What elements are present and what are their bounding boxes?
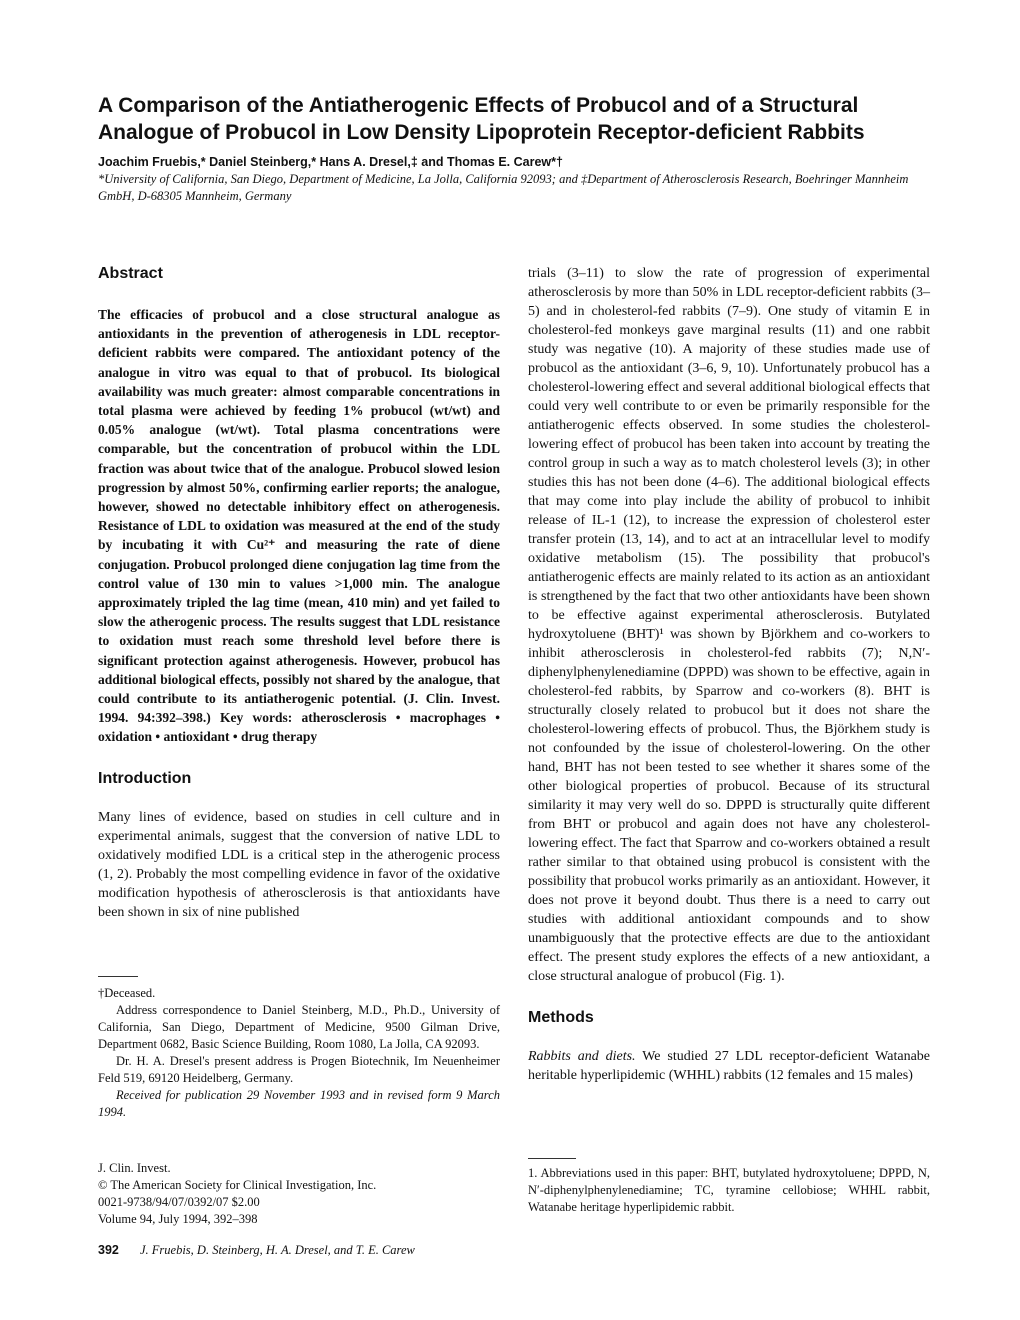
journal-name: J. Clin. Invest.: [98, 1161, 171, 1175]
abbreviations-footnote: 1. Abbreviations used in this paper: BHT, butylated hydroxytoluene; DPPD, N, N′-diphenylphenylenediamine; TC, tyramine cellobiose; WHHL rabbit, Watanabe heritage hyperlipidemic rabbit.: [528, 1166, 930, 1214]
footnote-dresel-address: Dr. H. A. Dresel's present address is Progen Biotechnik, Im Neuenheimer Feld 519, 69120 Heidelberg, Germany.: [98, 1054, 500, 1085]
footnote-rule-right: [528, 1158, 576, 1159]
copyright-line: © The American Society for Clinical Investigation, Inc.: [98, 1178, 377, 1192]
left-footnotes: [98, 976, 500, 1121]
abstract-heading: Abstract: [98, 265, 163, 282]
footnote-rule: [98, 976, 138, 977]
article-title: A Comparison of the Antiatherogenic Effects of Probucol and of a Structural Analogue of Probucol in Low Density Lipoprotein Receptor-deficient Rabbits: [98, 94, 865, 144]
page-footer: [98, 1243, 415, 1258]
left-column: [98, 264, 500, 922]
right-footnote: [528, 1158, 930, 1216]
footnote-received: Received for publication 29 November 1993 and in revised form 9 March 1994.: [98, 1088, 500, 1119]
methods-paragraph: We studied 27 LDL receptor-deficient Watanabe heritable hyperlipidemic (WHHL) rabbits (12 females and 15 males): [528, 1049, 930, 1083]
methods-subheading: Rabbits and diets.: [528, 1049, 636, 1064]
introduction-continued-text: trials (3–11) to slow the rate of progression of experimental atherosclerosis by more than 50% in LDL receptor-deficient rabbits (3–5) and in cholesterol-fed rabbits (7–9). One study of vitamin E in cholesterol-fed monkeys gave marginal results (11) and one rabbit study was negative (10). A majority of these studies made use of probucol as the antioxidant (3–6, 9, 10). Unfortunately probucol has a cholesterol-lowering effect and several additional biological effects that could very well contribute to or even be primarily responsible for the antiatherogenic effects observed. In some studies the cholesterol-lowering effect of probucol has been taken into account by treating the control group in such a way as to match cholesterol levels (3); in other studies this has not been done (4–6). The additional biological effects that may come into play include the ability of probucol to inhibit release of IL-1 (12), to increase the expression of cholesterol ester transfer protein (13, 14), and to act at an intracellular level to modify oxidative metabolism (15). The possibility that probucol's antiatherogenic effects are mainly related to its action as an antioxidant is strengthened by the fact that two other antioxidants have been shown to be effective against experimental atherosclerosis. Butylated hydroxytoluene (BHT)¹ was shown by Björkhem and co-workers to inhibit atherosclerosis in cholesterol-fed rabbits (7); N,N′-diphenylphenylenediamine (DPPD) was shown to be effective, again in cholesterol-fed rabbits, by Sparrow and co-workers (8). BHT is structurally closely related to probucol but it does not share the cholesterol-lowering effects of probucol. Thus, the Björkhem study is not confounded by the issue of cholesterol-lowering. On the other hand, BHT has not been tested to see whether it shares some of the other biological properties of probucol. Because of its structural similarity it may very well do so. DPPD is structurally quite different from BHT or probucol and again does not have any cholesterol-lowering effect. The fact that Sparrow and co-workers obtained a result rather similar to that obtained using probucol is consistent with the possibility that probucol works primarily as an antioxidant. However, it does not prove it beyond doubt. Thus there is a need to carry out studies with additional antioxidant compounds and to show unambiguously that the protective effects are due to the antioxidant effect. The present study explores the effects of a new antioxidant, a close structural analogue of probucol (Fig. 1).: [528, 266, 930, 984]
author-affiliations: *University of California, San Diego, Department of Medicine, La Jolla, California 92093; and ‡Department of Atherosclerosis Research, Boehringer Mannheim GmbH, D-68305 Mannheim, Germany: [98, 172, 909, 203]
running-head: J. Fruebis, D. Steinberg, H. A. Dresel, and T. E. Carew: [139, 1243, 415, 1257]
footnote-address: Address correspondence to Daniel Steinberg, M.D., Ph.D., University of California, San Diego, Department of Medicine, 9500 Gilman Drive, Department 0682, Basic Science Building, Room 1080, La Jolla, CA 92093.: [98, 1003, 500, 1051]
author-list: Joachim Fruebis,* Daniel Steinberg,* Hans A. Dresel,‡ and Thomas E. Carew*†: [98, 155, 563, 169]
abstract-text: The efficacies of probucol and a close structural analogue as antioxidants in the prevention of atherogenesis in LDL receptor-deficient rabbits were compared. The antioxidant potency of the analogue in vitro was equal to that of probucol. Its biological availability was much greater: almost comparable concentrations in total plasma were achieved by feeding 1% probucol (wt/wt) and 0.05% analogue (wt/wt). Total plasma concentrations were comparable, but the concentration of probucol within the LDL fraction was about twice that of the analogue. Probucol slowed lesion progression by almost 50%, confirming earlier reports; the analogue, however, showed no detectable inhibitory effect on atherogenesis. Resistance of LDL to oxidation was measured at the end of the study by incubating it with Cu²⁺ and measuring the rate of diene conjugation. Probucol prolonged diene conjugation lag time from the control value of 130 min to values >1,000 min. The analogue approximately tripled the lag time (mean, 410 min) and yet failed to slow the atherogenic process. The results suggest that LDL resistance to oxidation must reach some threshold level before there is significant protection against atherogenesis. However, probucol has additional biological effects, possibly not shared by the analogue, that could contribute to its antiatherogenic potential. (J. Clin. Invest. 1994. 94:392–398.) Key words: atherosclerosis • macrophages • oxidation • antioxidant • drug therapy: [98, 307, 500, 745]
page-number: 392: [98, 1243, 119, 1257]
journal-info: [98, 1160, 500, 1228]
introduction-text: Many lines of evidence, based on studies in cell culture and in experimental animals, suggest that the conversion of native LDL to oxidatively modified LDL is a critical step in the atherogenic process (1, 2). Probably the most compelling evidence in favor of the oxidative modification hypothesis of atherosclerosis is that antioxidants have been shown in six of nine published: [98, 809, 500, 920]
methods-text: [528, 1047, 930, 1085]
footnote-deceased: †Deceased.: [98, 986, 156, 1000]
methods-heading: Methods: [528, 1009, 594, 1026]
volume-line: Volume 94, July 1994, 392–398: [98, 1212, 258, 1226]
right-column: [528, 264, 930, 1085]
issn-line: 0021-9738/94/07/0392/07 $2.00: [98, 1195, 260, 1209]
introduction-heading: Introduction: [98, 769, 192, 787]
